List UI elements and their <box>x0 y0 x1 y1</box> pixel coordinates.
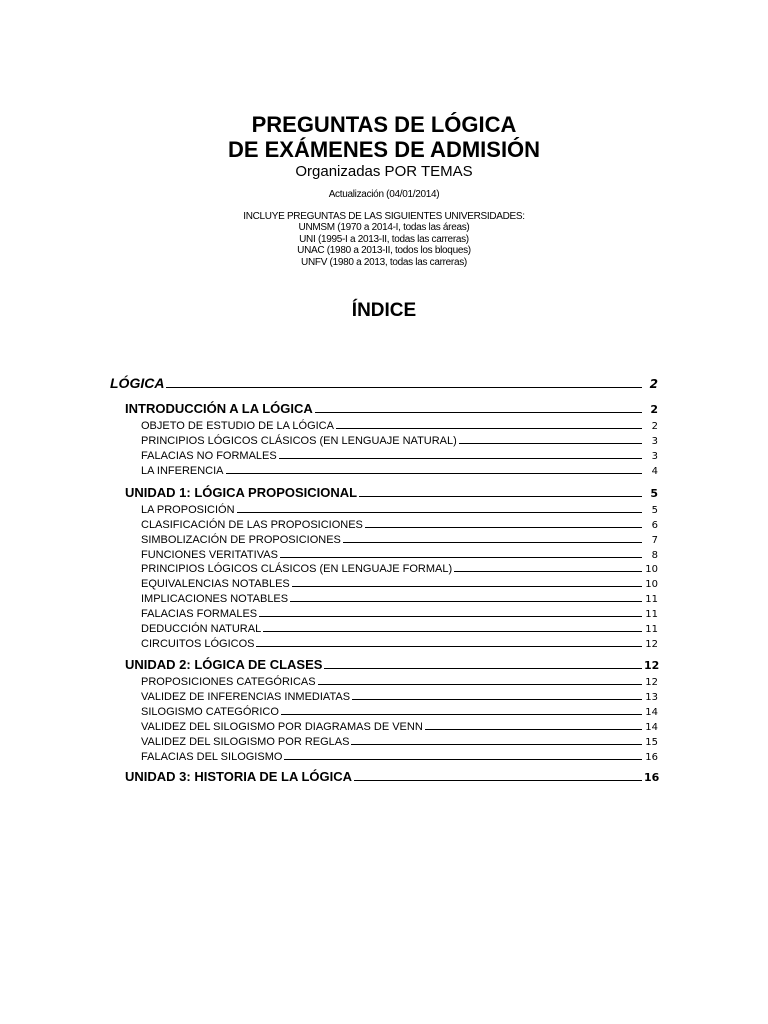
toc-leader-line <box>226 472 642 474</box>
toc-page-number: 5 <box>651 505 658 516</box>
toc-page-number: 2 <box>650 403 658 416</box>
toc-leader-line <box>284 758 642 760</box>
toc-leader-line <box>280 556 642 558</box>
toc-leader-line <box>352 698 642 700</box>
toc-entry-label: VALIDEZ DE INFERENCIAS INMEDIATAS <box>141 691 351 703</box>
toc-entry[interactable] <box>141 604 658 620</box>
toc-page-number: 5 <box>650 487 658 500</box>
update-note: Actualización (04/01/2014) <box>328 189 440 200</box>
toc-leader-line <box>354 779 642 781</box>
toc-entry-label: LA PROPOSICIÓN <box>141 504 235 516</box>
university-line: UNI (1995-I a 2013-II, todas las carreras) <box>299 234 469 245</box>
toc-leader-line <box>324 667 642 669</box>
toc-page-number: 3 <box>651 436 658 447</box>
toc-entry-label: UNIDAD 3: HISTORIA DE LA LÓGICA <box>125 769 353 784</box>
toc-page-number: 4 <box>651 466 658 477</box>
toc-leader-line <box>359 495 642 497</box>
toc-leader-line <box>318 683 642 685</box>
toc-page-number: 12 <box>644 659 660 672</box>
toc-entry-label: CIRCUITOS LÓGICOS <box>141 638 255 650</box>
toc-entry[interactable] <box>141 687 658 703</box>
university-line: UNAC (1980 a 2013-II, todos los bloques) <box>297 245 471 256</box>
toc-entry[interactable] <box>141 589 658 605</box>
toc-entry-label: FALACIAS NO FORMALES <box>141 450 277 462</box>
toc-entry-label: PRINCIPIOS LÓGICOS CLÁSICOS (EN LENGUAJE FORMAL) <box>141 563 453 575</box>
toc-leader-line <box>336 427 642 429</box>
toc-page-number: 10 <box>645 564 658 575</box>
toc-page-number: 11 <box>645 609 658 620</box>
toc-entry-label: OBJETO DE ESTUDIO DE LA LÓGICA <box>141 420 334 432</box>
toc-entry-label: LÓGICA <box>110 375 165 391</box>
toc-page-number: 12 <box>645 677 658 688</box>
toc-page-number: 2 <box>649 377 658 391</box>
toc-entry[interactable] <box>141 530 658 546</box>
university-line: UNFV (1980 a 2013, todas las carreras) <box>301 257 467 268</box>
toc-leader-line <box>259 615 642 617</box>
toc-entry-label: EQUIVALENCIAS NOTABLES <box>141 578 290 590</box>
toc-entry[interactable] <box>141 446 658 462</box>
toc-leader-line <box>263 630 642 632</box>
toc-entry-label: INTRODUCCIÓN A LA LÓGICA <box>125 401 313 416</box>
toc-leader-line <box>351 743 642 745</box>
toc-entry-label: UNIDAD 1: LÓGICA PROPOSICIONAL <box>125 485 358 500</box>
toc-entry-label: DEDUCCIÓN NATURAL <box>141 623 262 635</box>
document-title-line2: DE EXÁMENES DE ADMISIÓN <box>227 137 541 162</box>
toc-page-number: 6 <box>651 520 658 531</box>
toc-leader-line <box>290 600 642 602</box>
toc-page-number: 15 <box>645 737 658 748</box>
toc-page-number: 16 <box>644 771 660 784</box>
toc-entry[interactable] <box>141 717 658 733</box>
toc-entry[interactable] <box>141 702 658 718</box>
toc-entry[interactable] <box>141 747 658 763</box>
toc-page-number: 10 <box>645 579 658 590</box>
toc-page-number: 3 <box>651 451 658 462</box>
toc-entry[interactable] <box>141 416 658 432</box>
toc-page-number: 13 <box>645 692 658 703</box>
toc-leader-line <box>454 570 642 572</box>
toc-page-number: 11 <box>645 594 658 605</box>
toc-entry-label: PROPOSICIONES CATEGÓRICAS <box>141 676 316 688</box>
toc-entry[interactable] <box>141 431 658 447</box>
toc-entry-label: FALACIAS DEL SILOGISMO <box>141 751 283 763</box>
toc-leader-line <box>256 645 642 647</box>
toc-page-number: 11 <box>645 624 658 635</box>
document-subtitle: Organizadas POR TEMAS <box>295 163 473 180</box>
index-heading: ÍNDICE <box>351 300 417 321</box>
toc-entry[interactable] <box>141 461 658 477</box>
toc-entry-label: SIMBOLIZACIÓN DE PROPOSICIONES <box>141 534 341 546</box>
toc-leader-line <box>166 386 642 388</box>
toc-leader-line <box>292 585 642 587</box>
toc-entry[interactable] <box>141 500 658 516</box>
toc-entry-label: VALIDEZ DEL SILOGISMO POR REGLAS <box>141 736 350 748</box>
toc-entry[interactable] <box>125 484 658 500</box>
toc-leader-line <box>237 511 642 513</box>
toc-entry-label: FUNCIONES VERITATIVAS <box>141 549 278 561</box>
toc-page-number: 12 <box>645 639 658 650</box>
toc-entry-label: FALACIAS FORMALES <box>141 608 258 620</box>
toc-leader-line <box>281 713 642 715</box>
includes-note: INCLUYE PREGUNTAS DE LAS SIGUIENTES UNIVERSIDADES: <box>243 211 525 222</box>
toc-page-number: 14 <box>645 707 658 718</box>
university-line: UNMSM (1970 a 2014-I, todas las áreas) <box>298 222 470 233</box>
document-title-line1: PREGUNTAS DE LÓGICA <box>251 112 517 137</box>
toc-entry[interactable] <box>125 400 658 416</box>
toc-entry[interactable] <box>141 634 658 650</box>
toc-entry[interactable] <box>141 559 658 575</box>
toc-entry-label: IMPLICACIONES NOTABLES <box>141 593 289 605</box>
toc-entry[interactable] <box>141 619 658 635</box>
toc-entry[interactable] <box>141 515 658 531</box>
toc-entry[interactable] <box>110 375 658 391</box>
toc-page-number: 14 <box>645 722 658 733</box>
toc-entry[interactable] <box>125 768 658 784</box>
toc-leader-line <box>279 457 642 459</box>
toc-entry[interactable] <box>141 672 658 688</box>
toc-leader-line <box>315 411 642 413</box>
toc-leader-line <box>343 541 642 543</box>
toc-page-number: 7 <box>651 535 658 546</box>
toc-entry-label: LA INFERENCIA <box>141 465 224 477</box>
toc-entry[interactable] <box>125 656 658 672</box>
toc-leader-line <box>459 442 642 444</box>
toc-page-number: 2 <box>651 421 658 432</box>
toc-leader-line <box>425 728 642 730</box>
toc-entry-label: CLASIFICACIÓN DE LAS PROPOSICIONES <box>141 519 363 531</box>
toc-page-number: 16 <box>645 752 658 763</box>
toc-page-number: 8 <box>651 550 658 561</box>
toc-entry-label: UNIDAD 2: LÓGICA DE CLASES <box>125 657 323 672</box>
toc-entry-label: SILOGISMO CATEGÓRICO <box>141 706 279 718</box>
toc-entry-label: VALIDEZ DEL SILOGISMO POR DIAGRAMAS DE VENN <box>141 721 423 733</box>
toc-entry-label: PRINCIPIOS LÓGICOS CLÁSICOS (EN LENGUAJE NATURAL) <box>141 435 457 447</box>
toc-entry[interactable] <box>141 574 658 590</box>
toc-leader-line <box>365 526 642 528</box>
toc-entry[interactable] <box>141 732 658 748</box>
